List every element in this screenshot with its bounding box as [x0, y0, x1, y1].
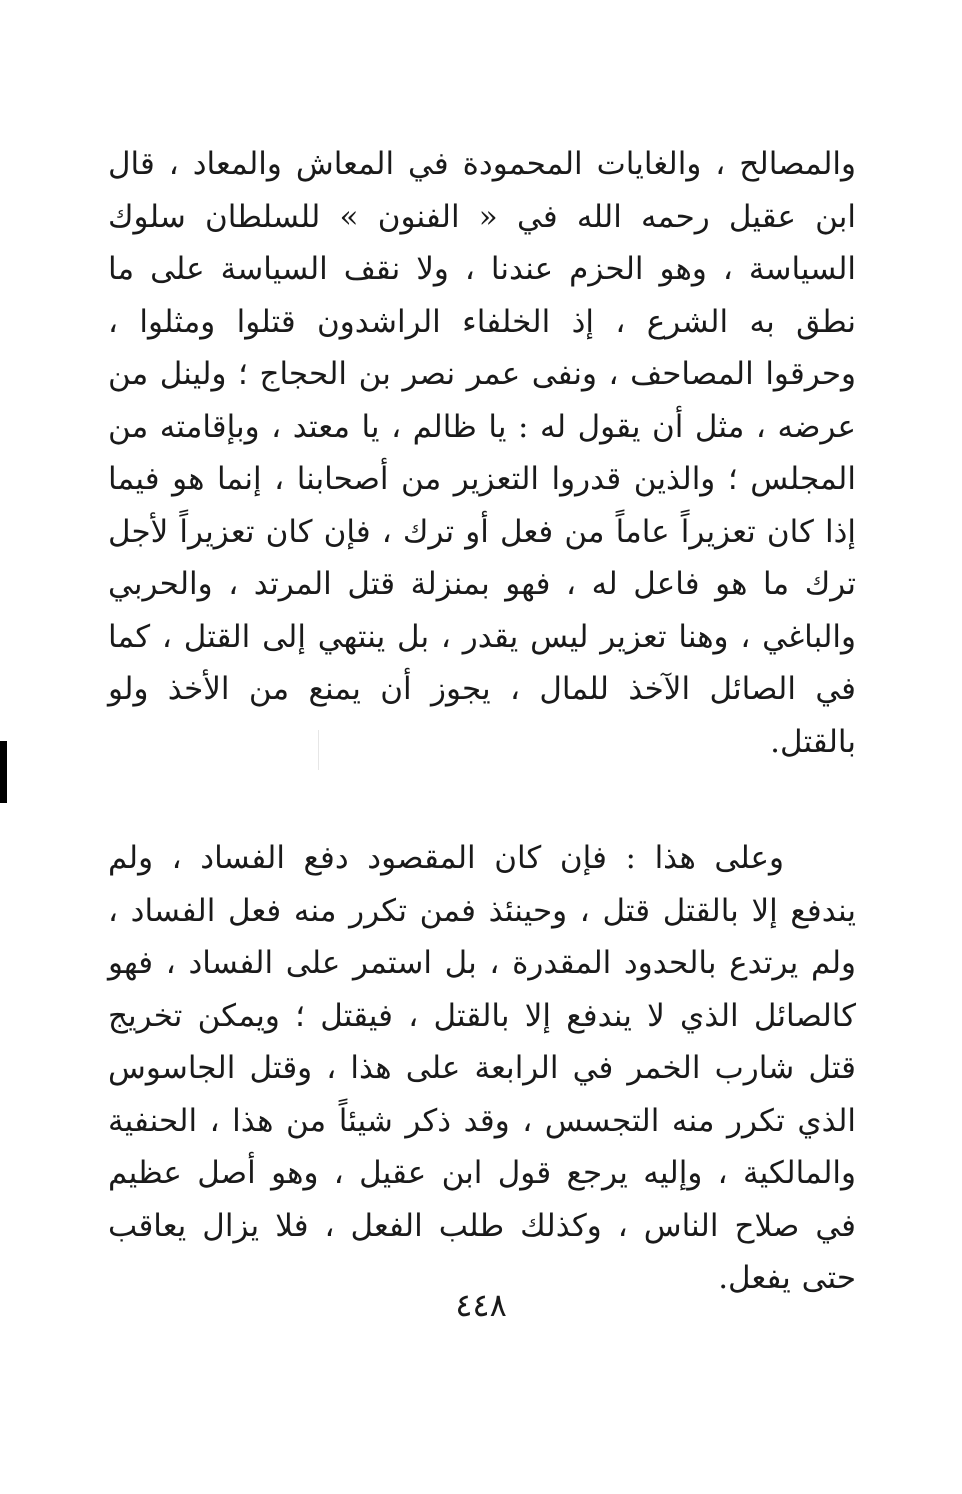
page-number: ٤٤٨ — [455, 1286, 507, 1324]
scan-artifact-line — [318, 730, 319, 770]
page-body — [108, 138, 856, 1458]
paragraph-2: وعلى هذا : فإن كان المقصود دفع الفساد ، ولم يندفع إلا بالقتل قتل ، وحينئذ فمن تكرر منه فعل الفساد ، ولم يرتدع بالحدود المقدرة ، بل استمر على الفساد ، فهو كالصائل الذي لا يندفع إلا بالقتل ، فيقتل ؛ ويمكن تخريج قتل شارب الخمر في الرابعة على هذا ، وقتل الجاسوس الذي تكرر منه التجسس ، وقد ذكر شيئاً من هذا ، الحنفية والمالكية ، وإليه يرجع قول ابن عقيل ، وهو أصل عظيم في صلاح الناس ، وكذلك طلب الفعل ، فلا يزال يعاقب حتى يفعل. — [108, 840, 856, 1296]
scan-edge-mark — [0, 741, 7, 803]
paragraph-1: والمصالح ، والغايات المحمودة في المعاش والمعاد ، قال ابن عقيل رحمه الله في « الفنون » للسلطان سلوك السياسة ، وهو الحزم عندنا ، ولا نقف السياسة على ما نطق به الشرع ، إذ الخلفاء الراشدون قتلوا ومثلوا ، وحرقوا المصاحف ، ونفى عمر نصر بن الحجاج ؛ ولينل من عرضه ، مثل أن يقول له : يا ظالم ، يا معتد ، وبإقامته من المجلس ؛ والذين قدروا التعزير من أصحابنا ، إنما هو فيما إذا كان تعزيراً عاماً من فعل أو ترك ، فإن كان تعزيراً لأجل ترك ما هو فاعل له ، فهو بمنزلة قتل المرتد ، والحربي والباغي ، وهنا تعزير ليس يقدر ، بل ينتهي إلى القتل ، كما في الصائل الآخذ للمال ، يجوز أن يمنع من الأخذ ولو بالقتل. — [108, 146, 856, 760]
